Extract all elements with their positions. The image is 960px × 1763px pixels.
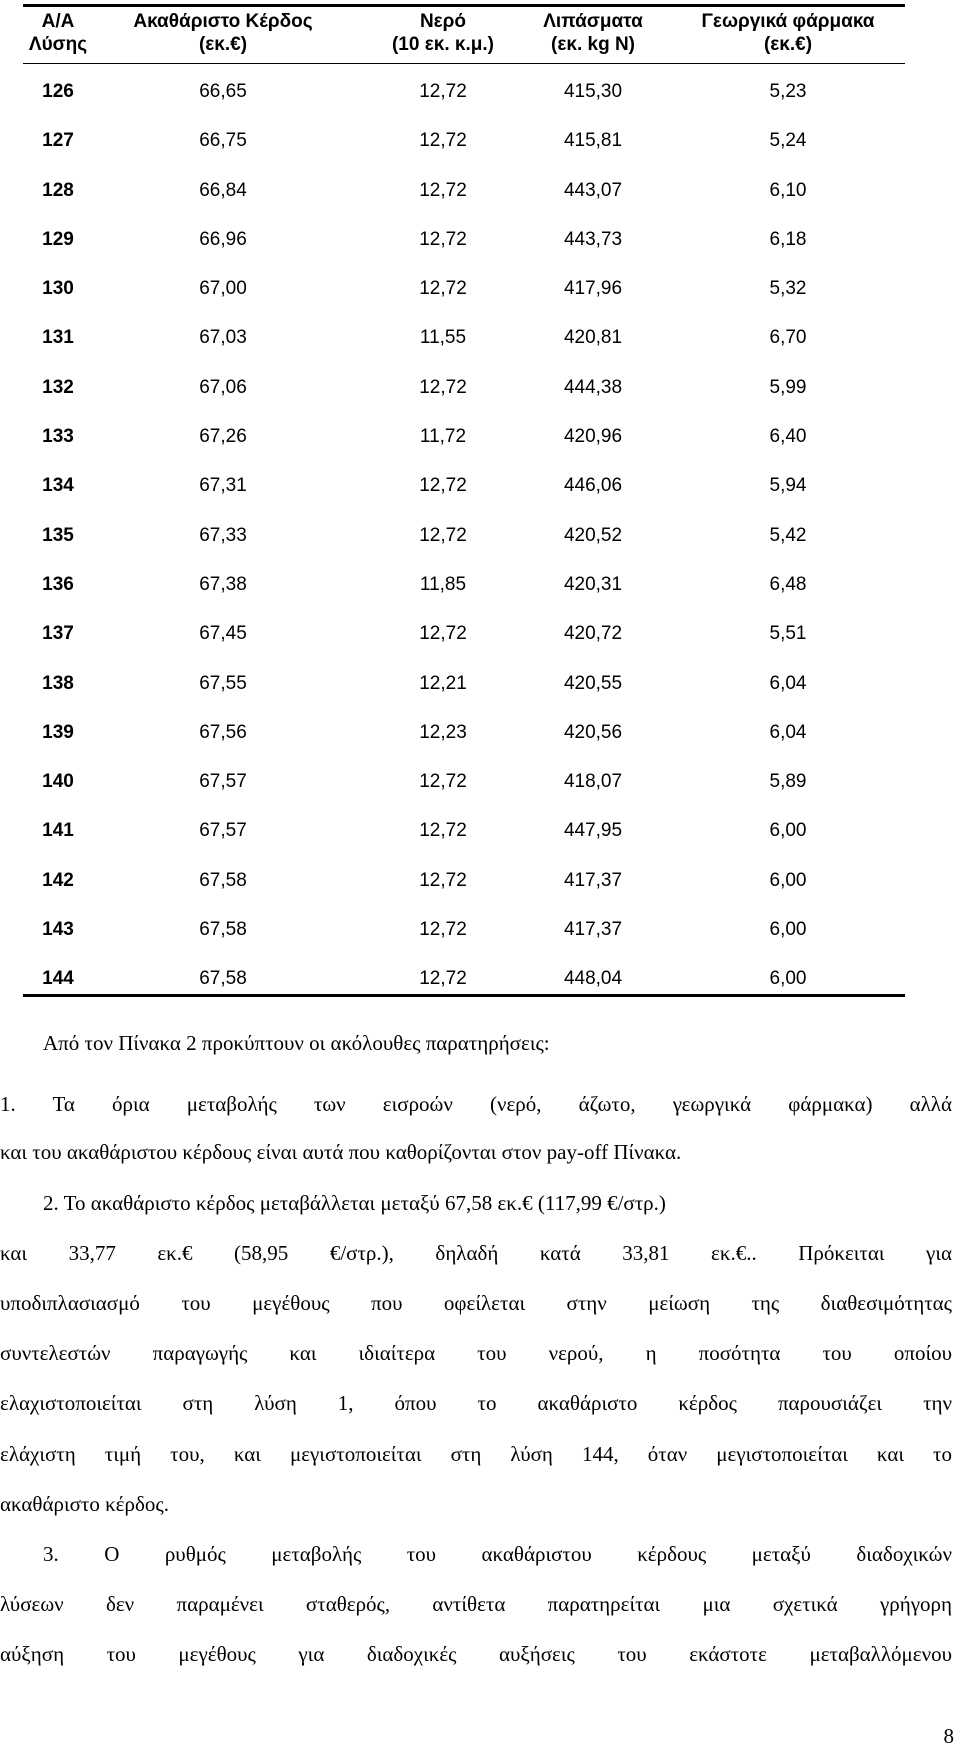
pesticide-cell: 5,51 bbox=[769, 623, 807, 645]
water-cell: 12,72 bbox=[419, 278, 467, 300]
observation-2-line-7: ακαθάριστο κέρδος. bbox=[0, 1492, 169, 1516]
water-cell: 12,72 bbox=[419, 130, 467, 152]
water-cell: 12,72 bbox=[419, 820, 467, 842]
solution-id-cell: 133 bbox=[42, 426, 74, 448]
water-cell: 12,72 bbox=[419, 869, 467, 891]
water-cell: 12,23 bbox=[419, 721, 467, 743]
pesticide-cell: 6,00 bbox=[769, 820, 807, 842]
water-cell: 12,72 bbox=[419, 524, 467, 546]
header-solution-id: Α/Α Λύσης bbox=[28, 11, 88, 55]
water-cell: 12,72 bbox=[419, 81, 467, 102]
fertilizer-cell: 448,04 bbox=[563, 968, 623, 990]
fertilizer-cell: 417,37 bbox=[563, 869, 623, 891]
observation-1-line-2: και του ακαθάριστου κέρδους είναι αυτά που καθορίζονται στον pay-off Πίνακα. bbox=[0, 1140, 682, 1164]
water-cell: 12,21 bbox=[419, 672, 467, 694]
gross-profit-cell: 66,96 bbox=[199, 228, 247, 250]
gross-profit-cell: 67,57 bbox=[199, 771, 247, 793]
gross-profit-cell: 67,33 bbox=[199, 524, 247, 546]
fertilizer-cell: 446,06 bbox=[563, 475, 623, 497]
header-fertilizers: Λιπάσματα (εκ. kg N) bbox=[543, 11, 643, 55]
fertilizer-cell: 420,72 bbox=[563, 623, 623, 645]
fertilizer-cell: 415,81 bbox=[563, 130, 623, 152]
solution-id-cell: 134 bbox=[42, 475, 74, 497]
gross-profit-cell: 67,03 bbox=[199, 327, 247, 349]
gross-profit-cell: 67,38 bbox=[199, 573, 247, 595]
fertilizer-cell: 420,81 bbox=[563, 327, 623, 349]
water-cell: 12,72 bbox=[419, 771, 467, 793]
intro-sentence: Από τον Πίνακα 2 προκύπτουν οι ακόλουθες παρατηρήσεις: bbox=[43, 1031, 550, 1055]
fertilizer-cell: 418,07 bbox=[563, 771, 623, 793]
fertilizer-cell: 447,95 bbox=[563, 820, 623, 842]
solution-id-cell: 129 bbox=[42, 228, 74, 250]
water-cell: 11,85 bbox=[419, 573, 467, 595]
table-top-rule bbox=[23, 4, 905, 7]
pesticide-cell: 5,94 bbox=[769, 475, 807, 497]
pesticide-cell: 5,24 bbox=[769, 130, 807, 152]
fertilizer-cell: 420,55 bbox=[563, 672, 623, 694]
fertilizer-cell: 444,38 bbox=[563, 376, 623, 398]
solution-id-cell: 137 bbox=[42, 623, 74, 645]
pesticide-cell: 6,48 bbox=[769, 573, 807, 595]
pesticide-cell: 5,32 bbox=[769, 278, 807, 300]
fertilizer-cell: 415,30 bbox=[563, 81, 623, 102]
gross-profit-cell: 67,58 bbox=[199, 919, 247, 941]
solution-id-cell: 131 bbox=[42, 327, 74, 349]
gross-profit-cell: 67,06 bbox=[199, 376, 247, 398]
solution-id-cell: 135 bbox=[42, 524, 74, 546]
fertilizer-cell: 420,31 bbox=[563, 573, 623, 595]
gross-profit-cell: 67,56 bbox=[199, 721, 247, 743]
water-cell: 12,72 bbox=[419, 179, 467, 201]
gross-profit-cell: 67,26 bbox=[199, 426, 247, 448]
solution-id-cell: 144 bbox=[42, 968, 74, 990]
table-row bbox=[23, 770, 905, 819]
table-row bbox=[23, 326, 905, 375]
solution-id-cell: 140 bbox=[42, 771, 74, 793]
observation-2-line-3: υποδιπλασιασμό του μεγέθους που οφείλεται στην μείωση της διαθεσιμότητας bbox=[0, 1291, 952, 1315]
table-row bbox=[23, 524, 905, 573]
table-row bbox=[23, 967, 905, 1016]
solution-id-cell: 139 bbox=[42, 721, 74, 743]
pesticide-cell: 6,70 bbox=[769, 327, 807, 349]
pesticide-cell: 5,99 bbox=[769, 376, 807, 398]
water-cell: 12,72 bbox=[419, 475, 467, 497]
table-bottom-rule bbox=[23, 994, 905, 997]
header-pesticides: Γεωργικά φάρμακα (εκ.€) bbox=[701, 11, 875, 55]
observation-3-line-1: 3. Ο ρυθμός μεταβολής του ακαθάριστου κέρδους μεταξύ διαδοχικών bbox=[43, 1542, 952, 1566]
observation-3-line-3: αύξηση του μεγέθους για διαδοχικές αυξήσεις του εκάστοτε μεταβαλλόμενου bbox=[0, 1642, 952, 1666]
table-row bbox=[23, 228, 905, 277]
gross-profit-cell: 66,84 bbox=[199, 179, 247, 201]
table-row bbox=[23, 819, 905, 868]
observation-2-line-1: 2. Το ακαθάριστο κέρδος μεταβάλλεται μεταξύ 67,58 εκ.€ (117,99 €/στρ.) bbox=[43, 1191, 666, 1215]
gross-profit-cell: 67,00 bbox=[199, 278, 247, 300]
table-row bbox=[23, 672, 905, 721]
solution-id-cell: 138 bbox=[42, 672, 74, 694]
table-row bbox=[23, 622, 905, 671]
gross-profit-cell: 67,57 bbox=[199, 820, 247, 842]
table-row bbox=[23, 869, 905, 918]
fertilizer-cell: 417,96 bbox=[563, 278, 623, 300]
table-row bbox=[23, 918, 905, 967]
solution-id-cell: 126 bbox=[42, 81, 74, 102]
solution-id-cell: 136 bbox=[42, 573, 74, 595]
observation-2-line-4: συντελεστών παραγωγής και ιδιαίτερα του νερού, η ποσότητα του οποίου bbox=[0, 1341, 952, 1365]
solution-id-cell: 142 bbox=[42, 869, 74, 891]
solution-id-cell: 132 bbox=[42, 376, 74, 398]
pesticide-cell: 6,10 bbox=[769, 179, 807, 201]
table-row bbox=[23, 425, 905, 474]
table-row bbox=[23, 80, 905, 129]
table-row bbox=[23, 573, 905, 622]
solution-id-cell: 128 bbox=[42, 179, 74, 201]
water-cell: 12,72 bbox=[419, 968, 467, 990]
solution-id-cell: 141 bbox=[42, 820, 74, 842]
fertilizer-cell: 420,96 bbox=[563, 426, 623, 448]
fertilizer-cell: 443,07 bbox=[563, 179, 623, 201]
table-row bbox=[23, 277, 905, 326]
pesticide-cell: 6,00 bbox=[769, 869, 807, 891]
gross-profit-cell: 67,58 bbox=[199, 968, 247, 990]
gross-profit-cell: 67,58 bbox=[199, 869, 247, 891]
pesticide-cell: 6,00 bbox=[769, 968, 807, 990]
gross-profit-cell: 67,55 bbox=[199, 672, 247, 694]
observation-3-line-2: λύσεων δεν παραμένει σταθερός, αντίθετα παρατηρείται μια σχετικά γρήγορη bbox=[0, 1592, 952, 1616]
fertilizer-cell: 420,56 bbox=[563, 721, 623, 743]
fertilizer-cell: 417,37 bbox=[563, 919, 623, 941]
solution-id-cell: 127 bbox=[42, 130, 74, 152]
pesticide-cell: 5,42 bbox=[769, 524, 807, 546]
gross-profit-cell: 67,31 bbox=[199, 475, 247, 497]
pesticide-cell: 5,23 bbox=[769, 81, 807, 102]
water-cell: 12,72 bbox=[419, 228, 467, 250]
gross-profit-cell: 66,65 bbox=[199, 81, 247, 102]
solution-id-cell: 143 bbox=[42, 919, 74, 941]
observation-2-line-5: ελαχιστοποιείται στη λύση 1, όπου το ακαθάριστο κέρδος παρουσιάζει την bbox=[0, 1391, 952, 1415]
gross-profit-cell: 67,45 bbox=[199, 623, 247, 645]
water-cell: 12,72 bbox=[419, 623, 467, 645]
header-water: Νερό (10 εκ. κ.μ.) bbox=[391, 11, 494, 55]
fertilizer-cell: 443,73 bbox=[563, 228, 623, 250]
fertilizer-cell: 420,52 bbox=[563, 524, 623, 546]
pesticide-cell: 6,00 bbox=[769, 919, 807, 941]
observation-2-line-2: και 33,77 εκ.€ (58,95 €/στρ.), δηλαδή κατά 33,81 εκ.€.. Πρόκειται για bbox=[0, 1241, 952, 1265]
gross-profit-cell: 66,75 bbox=[199, 130, 247, 152]
pesticide-cell: 6,04 bbox=[769, 721, 807, 743]
table-row bbox=[23, 376, 905, 425]
table-row bbox=[23, 474, 905, 523]
water-cell: 11,72 bbox=[419, 426, 467, 448]
table-body bbox=[23, 80, 905, 1017]
water-cell: 12,72 bbox=[419, 376, 467, 398]
pesticide-cell: 5,89 bbox=[769, 771, 807, 793]
solution-id-cell: 130 bbox=[42, 278, 74, 300]
water-cell: 12,72 bbox=[419, 919, 467, 941]
table-row bbox=[23, 179, 905, 228]
pesticide-cell: 6,04 bbox=[769, 672, 807, 694]
water-cell: 11,55 bbox=[419, 327, 467, 349]
header-rule bbox=[23, 63, 905, 64]
table-row bbox=[23, 721, 905, 770]
observation-1-line-1: 1. Τα όρια μεταβολής των εισροών (νερό, άζωτο, γεωργικά φάρμακα) αλλά bbox=[0, 1092, 952, 1116]
page-number: 8 bbox=[943, 1724, 954, 1748]
table-header bbox=[23, 10, 905, 64]
pesticide-cell: 6,40 bbox=[769, 426, 807, 448]
table-row bbox=[23, 129, 905, 178]
observation-2-line-6: ελάχιστη τιμή του, και μεγιστοποιείται στη λύση 144, όταν μεγιστοποιείται και το bbox=[0, 1442, 952, 1466]
header-gross-profit: Ακαθάριστο Κέρδος (εκ.€) bbox=[133, 11, 313, 55]
pesticide-cell: 6,18 bbox=[769, 228, 807, 250]
